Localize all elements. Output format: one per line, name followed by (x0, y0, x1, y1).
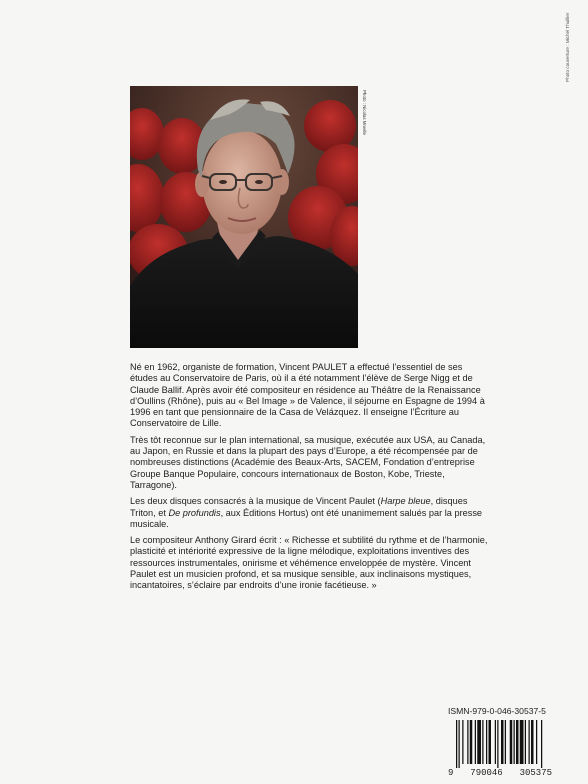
barcode-digit-first: 9 (448, 768, 454, 778)
barcode-digits-right: 305375 (519, 768, 552, 778)
bio-paragraph-3 (130, 496, 488, 530)
portrait-photo-credit: Photo : Nicolas Mrvelle (362, 90, 367, 135)
bio-paragraph-1: Né en 1962, organiste de formation, Vincent PAULET a effectué l’essentiel de ses études au Conservatoire de Paris, où il a été notamment l’élève de Serge Nigg et de Claude Ballif. Après avoir été compositeur en résidence au Théâtre de la Renaissance d’Oullins (Rhône), puis au « Bel Image » de Valence, il séjourne en Espagne de 1994 à 1996 en tant que pensionnaire de la Casa de Velázquez. Il enseigne l’Écriture au Conservatoire de Lille. (130, 362, 485, 429)
album-title-de-profundis: De profundis (168, 507, 221, 518)
barcode-icon (448, 720, 552, 768)
barcode-digits-left: 790046 (470, 768, 503, 778)
bio-paragraph-4-quote: Le compositeur Anthony Girard écrit : « Richesse et subtilité du rythme et de l’harmonie, plasticité et intériorité expressive de la ligne mélodique, exploitations inventives des ressources instrumentales, onirisme et véhémence enveloppée de mystère. Vincent Paulet est un musicien profond, et sa musique sensible, aux inclinaisons mystiques, incantatoires, s’éclaire par endroits d’une ironie facétieuse. » (130, 535, 488, 591)
bio-paragraph-3-text-b: , disques Triton, et (130, 496, 468, 518)
ismn-number: ISMN-979-0-046-30537-5 (448, 706, 546, 716)
barcode-block (448, 706, 552, 778)
portrait-illustration (130, 86, 358, 348)
composer-portrait (130, 86, 358, 348)
composer-biography (130, 362, 488, 597)
bio-paragraph-2: Très tôt reconnue sur le plan international, sa musique, exécutée aux USA, au Canada, au Japon, en Russie et dans la plupart des pays d’Europe, a été récompensée par de nombreuses distinctions (Académie des Beaux-Arts, SACEM, Fondation d’entreprise Groupe Banque Populaire, concours internationaux de Boston, Kobe, Trieste, Tarragone). (130, 434, 486, 490)
barcode-digits (448, 768, 552, 778)
cover-photo-credit: Photo couverture : Michel Thuillier (565, 12, 570, 82)
bio-paragraph-3-text-c: , aux Éditions Hortus) ont été unanimement salués par la presse musicale. (130, 507, 483, 529)
bio-paragraph-3-text-a: Les deux disques consacrés à la musique de Vincent Paulet ( (130, 496, 381, 507)
album-title-harpe-bleue: Harpe bleue (380, 496, 431, 507)
